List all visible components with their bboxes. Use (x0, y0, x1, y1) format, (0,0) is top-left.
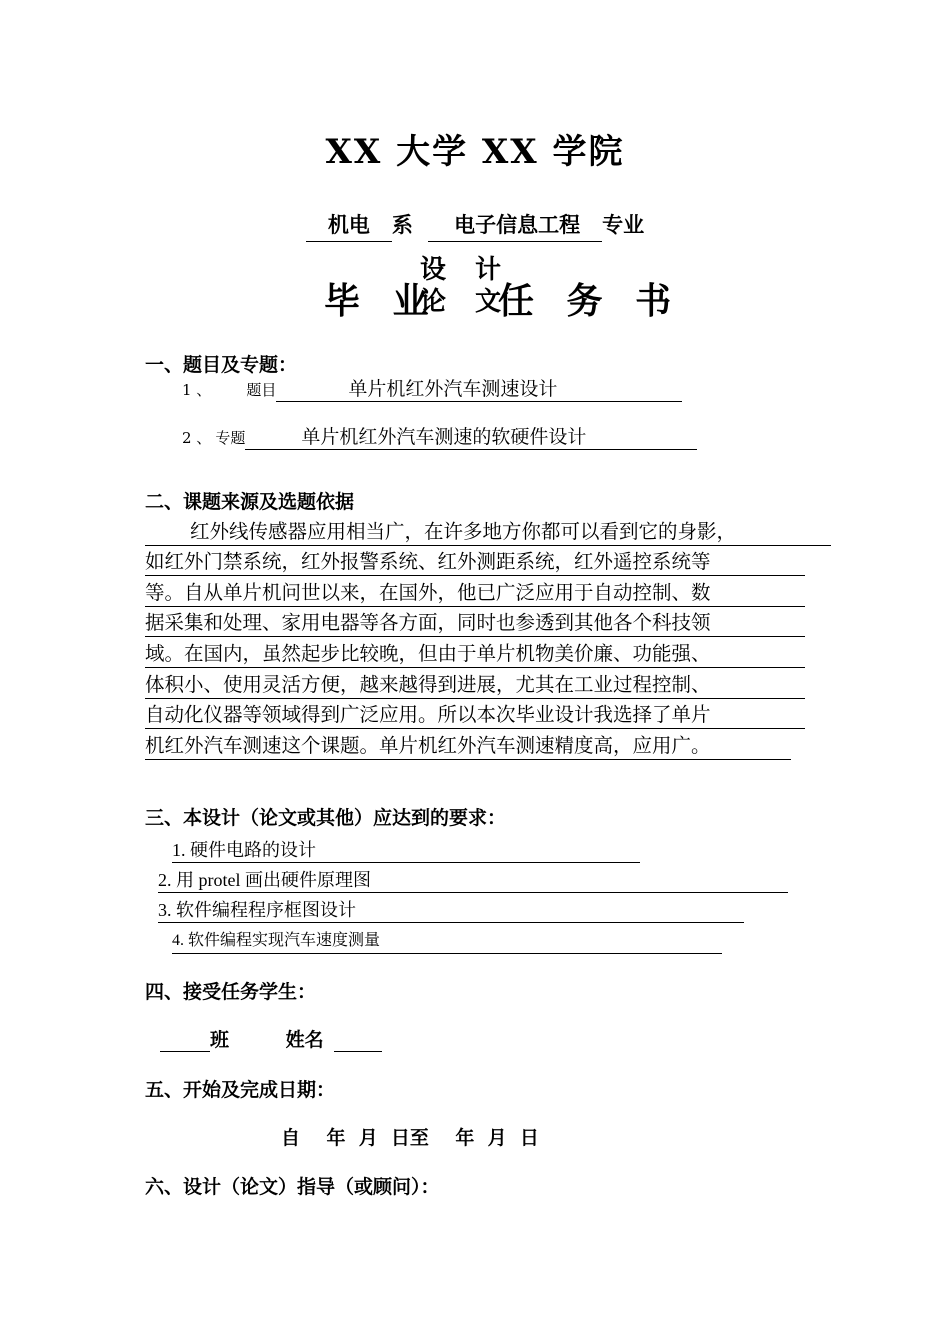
section1-heading: 一、题目及专题： (145, 354, 298, 376)
department-major-line (0, 209, 950, 242)
name-blank (334, 1051, 382, 1052)
requirement-item: 4. 软件编程实现汽车速度测量 (172, 929, 722, 954)
section2-heading: 二、课题来源及选题依据 (145, 491, 355, 513)
major-value: 电子信息工程 (428, 209, 602, 242)
topic-value: 单片机红外汽车测速设计 (276, 374, 682, 402)
class-label: 班 (210, 1029, 230, 1051)
doc-title-stack-top: 设 计 (420, 255, 512, 285)
section4-heading: 四、接受任务学生： (145, 981, 317, 1003)
paragraph-line: 红外线传感器应用相当广，在许多地方你都可以看到它的身影， (145, 519, 831, 546)
major-suffix: 专业 (602, 213, 645, 237)
requirement-item: 2. 用 protel 画出硬件原理图 (158, 868, 788, 893)
paragraph-line: 据采集和处理、家用电器等各方面，同时也参透到其他各个科技领 (145, 610, 805, 637)
section6-heading: 六、设计（论文）指导（或顾问）： (145, 1176, 440, 1198)
subtopic-row (182, 422, 697, 450)
paragraph-line: 域。在国内，虽然起步比较晚，但由于单片机物美价廉、功能强、 (145, 641, 805, 668)
subtopic-number: 2 、 (182, 429, 212, 447)
requirement-item: 3. 软件编程程序框图设计 (158, 898, 744, 923)
college-title: XX 大学 XX 学院 (325, 132, 625, 172)
paragraph-line: 自动化仪器等领域得到广泛应用。所以本次毕业设计我选择了单片 (145, 702, 805, 729)
paragraph-line: 机红外汽车测速这个课题。单片机红外汽车测速精度高，应用广。 (145, 733, 791, 760)
subtopic-label: 专题 (215, 429, 246, 447)
topic-number: 1 、 (182, 381, 212, 399)
paragraph-line: 如红外门禁系统，红外报警系统、红外测距系统，红外遥控系统等 (145, 549, 805, 576)
department-suffix: 系 (391, 213, 413, 237)
doc-title-left: 毕 业 (324, 281, 439, 322)
subtopic-value: 单片机红外汽车测速的软硬件设计 (245, 422, 697, 450)
date-range: 自 年 月 日至 年 月 日 (281, 1127, 539, 1149)
requirement-item: 1. 硬件电路的设计 (172, 838, 640, 863)
name-label: 姓名 (285, 1029, 324, 1051)
section3-heading: 三、本设计（论文或其他）应达到的要求： (145, 807, 507, 829)
topic-row (182, 374, 682, 402)
doc-title-stack-bottom: 论 文 (420, 287, 512, 317)
class-blank (160, 1051, 210, 1052)
department-value: 机电 (306, 209, 392, 242)
section5-heading: 五、开始及完成日期： (145, 1079, 336, 1101)
paragraph-line: 等。自从单片机问世以来，在国外，他已广泛应用于自动控制、数 (145, 580, 805, 607)
document-title (320, 255, 682, 325)
doc-title-right: 任 务 书 (498, 281, 682, 322)
student-row (160, 1025, 382, 1052)
paragraph-line: 体积小、使用灵活方便，越来越得到进展，尤其在工业过程控制、 (145, 672, 805, 699)
topic-label: 题目 (246, 381, 277, 399)
